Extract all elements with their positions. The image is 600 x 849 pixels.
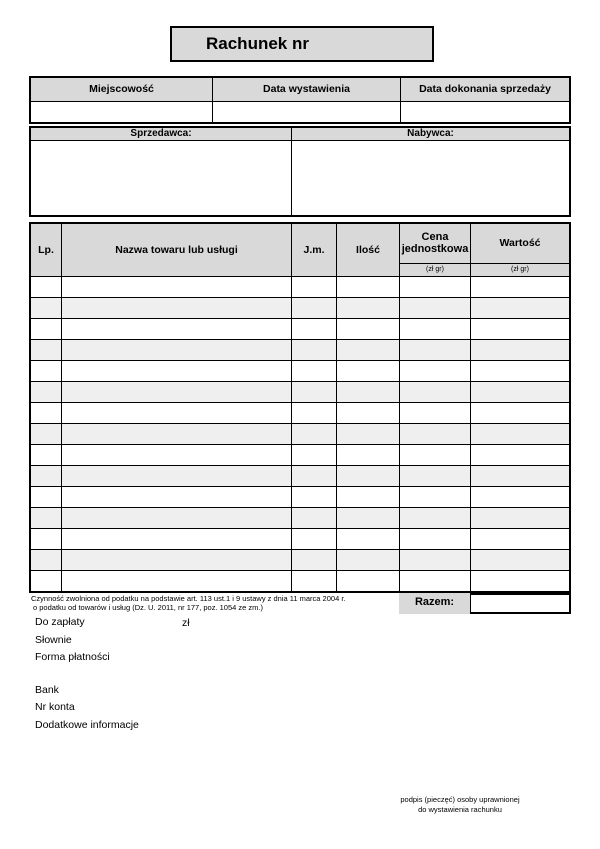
qty-cell[interactable] [337, 486, 400, 507]
tax-note-line-2: o podatku od towarów i usług (Dz. U. 2011, nr 177, poz. 1054 ze zm.) [33, 603, 263, 612]
lp-cell[interactable] [30, 297, 62, 318]
name-cell[interactable] [62, 570, 292, 592]
name-cell[interactable] [62, 507, 292, 528]
price-cell[interactable] [400, 423, 471, 444]
total-value-field[interactable] [472, 595, 569, 612]
price-cell[interactable] [400, 444, 471, 465]
lp-cell[interactable] [30, 402, 62, 423]
qty-cell[interactable] [337, 276, 400, 297]
to-pay-label: Do zapłaty [35, 616, 85, 628]
price-cell[interactable] [400, 402, 471, 423]
value-cell[interactable] [471, 528, 571, 549]
signature-line-1: podpis (pieczęć) osoby uprawnionej [400, 795, 520, 804]
price-cell[interactable] [400, 528, 471, 549]
items-table [29, 222, 571, 593]
unit-cell[interactable] [292, 507, 337, 528]
lp-cell[interactable] [30, 423, 62, 444]
unit-cell[interactable] [292, 381, 337, 402]
lp-cell[interactable] [30, 381, 62, 402]
table-row [30, 339, 570, 360]
buyer-field[interactable] [292, 140, 571, 216]
in-words-label: Słownie [35, 634, 72, 646]
qty-cell[interactable] [337, 339, 400, 360]
name-cell[interactable] [62, 423, 292, 444]
unit-cell[interactable] [292, 486, 337, 507]
value-cell[interactable] [471, 570, 571, 592]
table-row [30, 465, 570, 486]
parties-table [29, 126, 571, 217]
qty-cell[interactable] [337, 465, 400, 486]
header-table [29, 76, 571, 124]
tax-note-line-1: Czynność zwolniona od podatku na podstawie art. 113 ust.1 i 9 ustawy z dnia 11 marca 2004 r. [31, 594, 346, 603]
price-cell[interactable] [400, 276, 471, 297]
account-label: Nr konta [35, 701, 75, 713]
qty-cell[interactable] [337, 528, 400, 549]
bank-label: Bank [35, 684, 59, 696]
lp-cell[interactable] [30, 276, 62, 297]
unit-cell[interactable] [292, 360, 337, 381]
sale-date-field[interactable] [401, 101, 571, 123]
value-cell[interactable] [471, 465, 571, 486]
qty-cell[interactable] [337, 444, 400, 465]
value-cell[interactable] [471, 360, 571, 381]
unit-cell[interactable] [292, 423, 337, 444]
name-cell[interactable] [62, 339, 292, 360]
table-row [30, 276, 570, 297]
name-cell[interactable] [62, 486, 292, 507]
price-cell[interactable] [400, 549, 471, 570]
lp-cell[interactable] [30, 549, 62, 570]
issue-date-field[interactable] [213, 101, 401, 123]
price-cell[interactable] [400, 297, 471, 318]
price-cell[interactable] [400, 360, 471, 381]
invoice-title: Rachunek nr [170, 26, 434, 62]
qty-cell[interactable] [337, 360, 400, 381]
value-cell[interactable] [471, 339, 571, 360]
lp-cell[interactable] [30, 528, 62, 549]
name-cell[interactable] [62, 444, 292, 465]
lp-cell[interactable] [30, 360, 62, 381]
table-row [30, 549, 570, 570]
value-cell[interactable] [471, 423, 571, 444]
value-cell[interactable] [471, 381, 571, 402]
name-cell[interactable] [62, 528, 292, 549]
name-cell[interactable] [62, 318, 292, 339]
unit-header: J.m. [292, 223, 337, 276]
additional-info-label: Dodatkowe informacje [35, 719, 139, 731]
issue-date-header: Data wystawienia [213, 77, 401, 101]
price-header: Cena jednostkowa [400, 223, 471, 263]
sale-date-header: Data dokonania sprzedaży [401, 77, 571, 101]
price-cell[interactable] [400, 381, 471, 402]
price-cell[interactable] [400, 507, 471, 528]
table-row [30, 297, 570, 318]
unit-cell[interactable] [292, 444, 337, 465]
price-cell[interactable] [400, 570, 471, 592]
total-label: Razem: [399, 593, 471, 614]
value-header: Wartość [471, 223, 571, 263]
table-row [30, 528, 570, 549]
name-cell[interactable] [62, 465, 292, 486]
qty-cell[interactable] [337, 318, 400, 339]
unit-cell[interactable] [292, 339, 337, 360]
unit-cell[interactable] [292, 570, 337, 592]
name-cell[interactable] [62, 276, 292, 297]
qty-header: Ilość [337, 223, 400, 276]
table-row [30, 486, 570, 507]
table-row [30, 423, 570, 444]
payment-form-label: Forma płatności [35, 651, 110, 663]
qty-cell[interactable] [337, 570, 400, 592]
lp-cell[interactable] [30, 507, 62, 528]
value-cell[interactable] [471, 318, 571, 339]
unit-cell[interactable] [292, 276, 337, 297]
lp-cell[interactable] [30, 444, 62, 465]
lp-cell[interactable] [30, 570, 62, 592]
qty-cell[interactable] [337, 507, 400, 528]
table-row [30, 570, 570, 592]
signature-caption [390, 795, 530, 815]
table-row [30, 318, 570, 339]
name-cell[interactable] [62, 297, 292, 318]
value-cell[interactable] [471, 486, 571, 507]
value-cell[interactable] [471, 444, 571, 465]
unit-cell[interactable] [292, 549, 337, 570]
name-cell[interactable] [62, 402, 292, 423]
price-cell[interactable] [400, 465, 471, 486]
qty-cell[interactable] [337, 549, 400, 570]
unit-cell[interactable] [292, 528, 337, 549]
name-header: Nazwa towaru lub usługi [62, 223, 292, 276]
table-row [30, 507, 570, 528]
value-cell[interactable] [471, 276, 571, 297]
table-row [30, 360, 570, 381]
unit-cell[interactable] [292, 318, 337, 339]
price-cell[interactable] [400, 318, 471, 339]
buyer-header: Nabywca: [292, 127, 571, 140]
tax-exemption-note [31, 594, 391, 612]
unit-cell[interactable] [292, 402, 337, 423]
value-cell[interactable] [471, 549, 571, 570]
seller-header: Sprzedawca: [30, 127, 292, 140]
value-unit-label: (zł gr) [471, 263, 571, 276]
seller-field[interactable] [30, 140, 292, 216]
currency-label: zł [182, 617, 190, 629]
qty-cell[interactable] [337, 423, 400, 444]
qty-cell[interactable] [337, 297, 400, 318]
table-row [30, 444, 570, 465]
price-cell[interactable] [400, 339, 471, 360]
place-field[interactable] [30, 101, 213, 123]
lp-cell[interactable] [30, 486, 62, 507]
price-unit-label: (zł gr) [400, 263, 471, 276]
lp-cell[interactable] [30, 465, 62, 486]
name-cell[interactable] [62, 360, 292, 381]
qty-cell[interactable] [337, 402, 400, 423]
qty-cell[interactable] [337, 381, 400, 402]
unit-cell[interactable] [292, 465, 337, 486]
unit-cell[interactable] [292, 297, 337, 318]
value-cell[interactable] [471, 297, 571, 318]
lp-header: Lp. [30, 223, 62, 276]
place-header: Miejscowość [30, 77, 213, 101]
price-cell[interactable] [400, 486, 471, 507]
name-cell[interactable] [62, 549, 292, 570]
table-row [30, 381, 570, 402]
value-cell[interactable] [471, 402, 571, 423]
lp-cell[interactable] [30, 339, 62, 360]
signature-line-2: do wystawienia rachunku [418, 805, 502, 814]
lp-cell[interactable] [30, 318, 62, 339]
table-row [30, 402, 570, 423]
name-cell[interactable] [62, 381, 292, 402]
value-cell[interactable] [471, 507, 571, 528]
